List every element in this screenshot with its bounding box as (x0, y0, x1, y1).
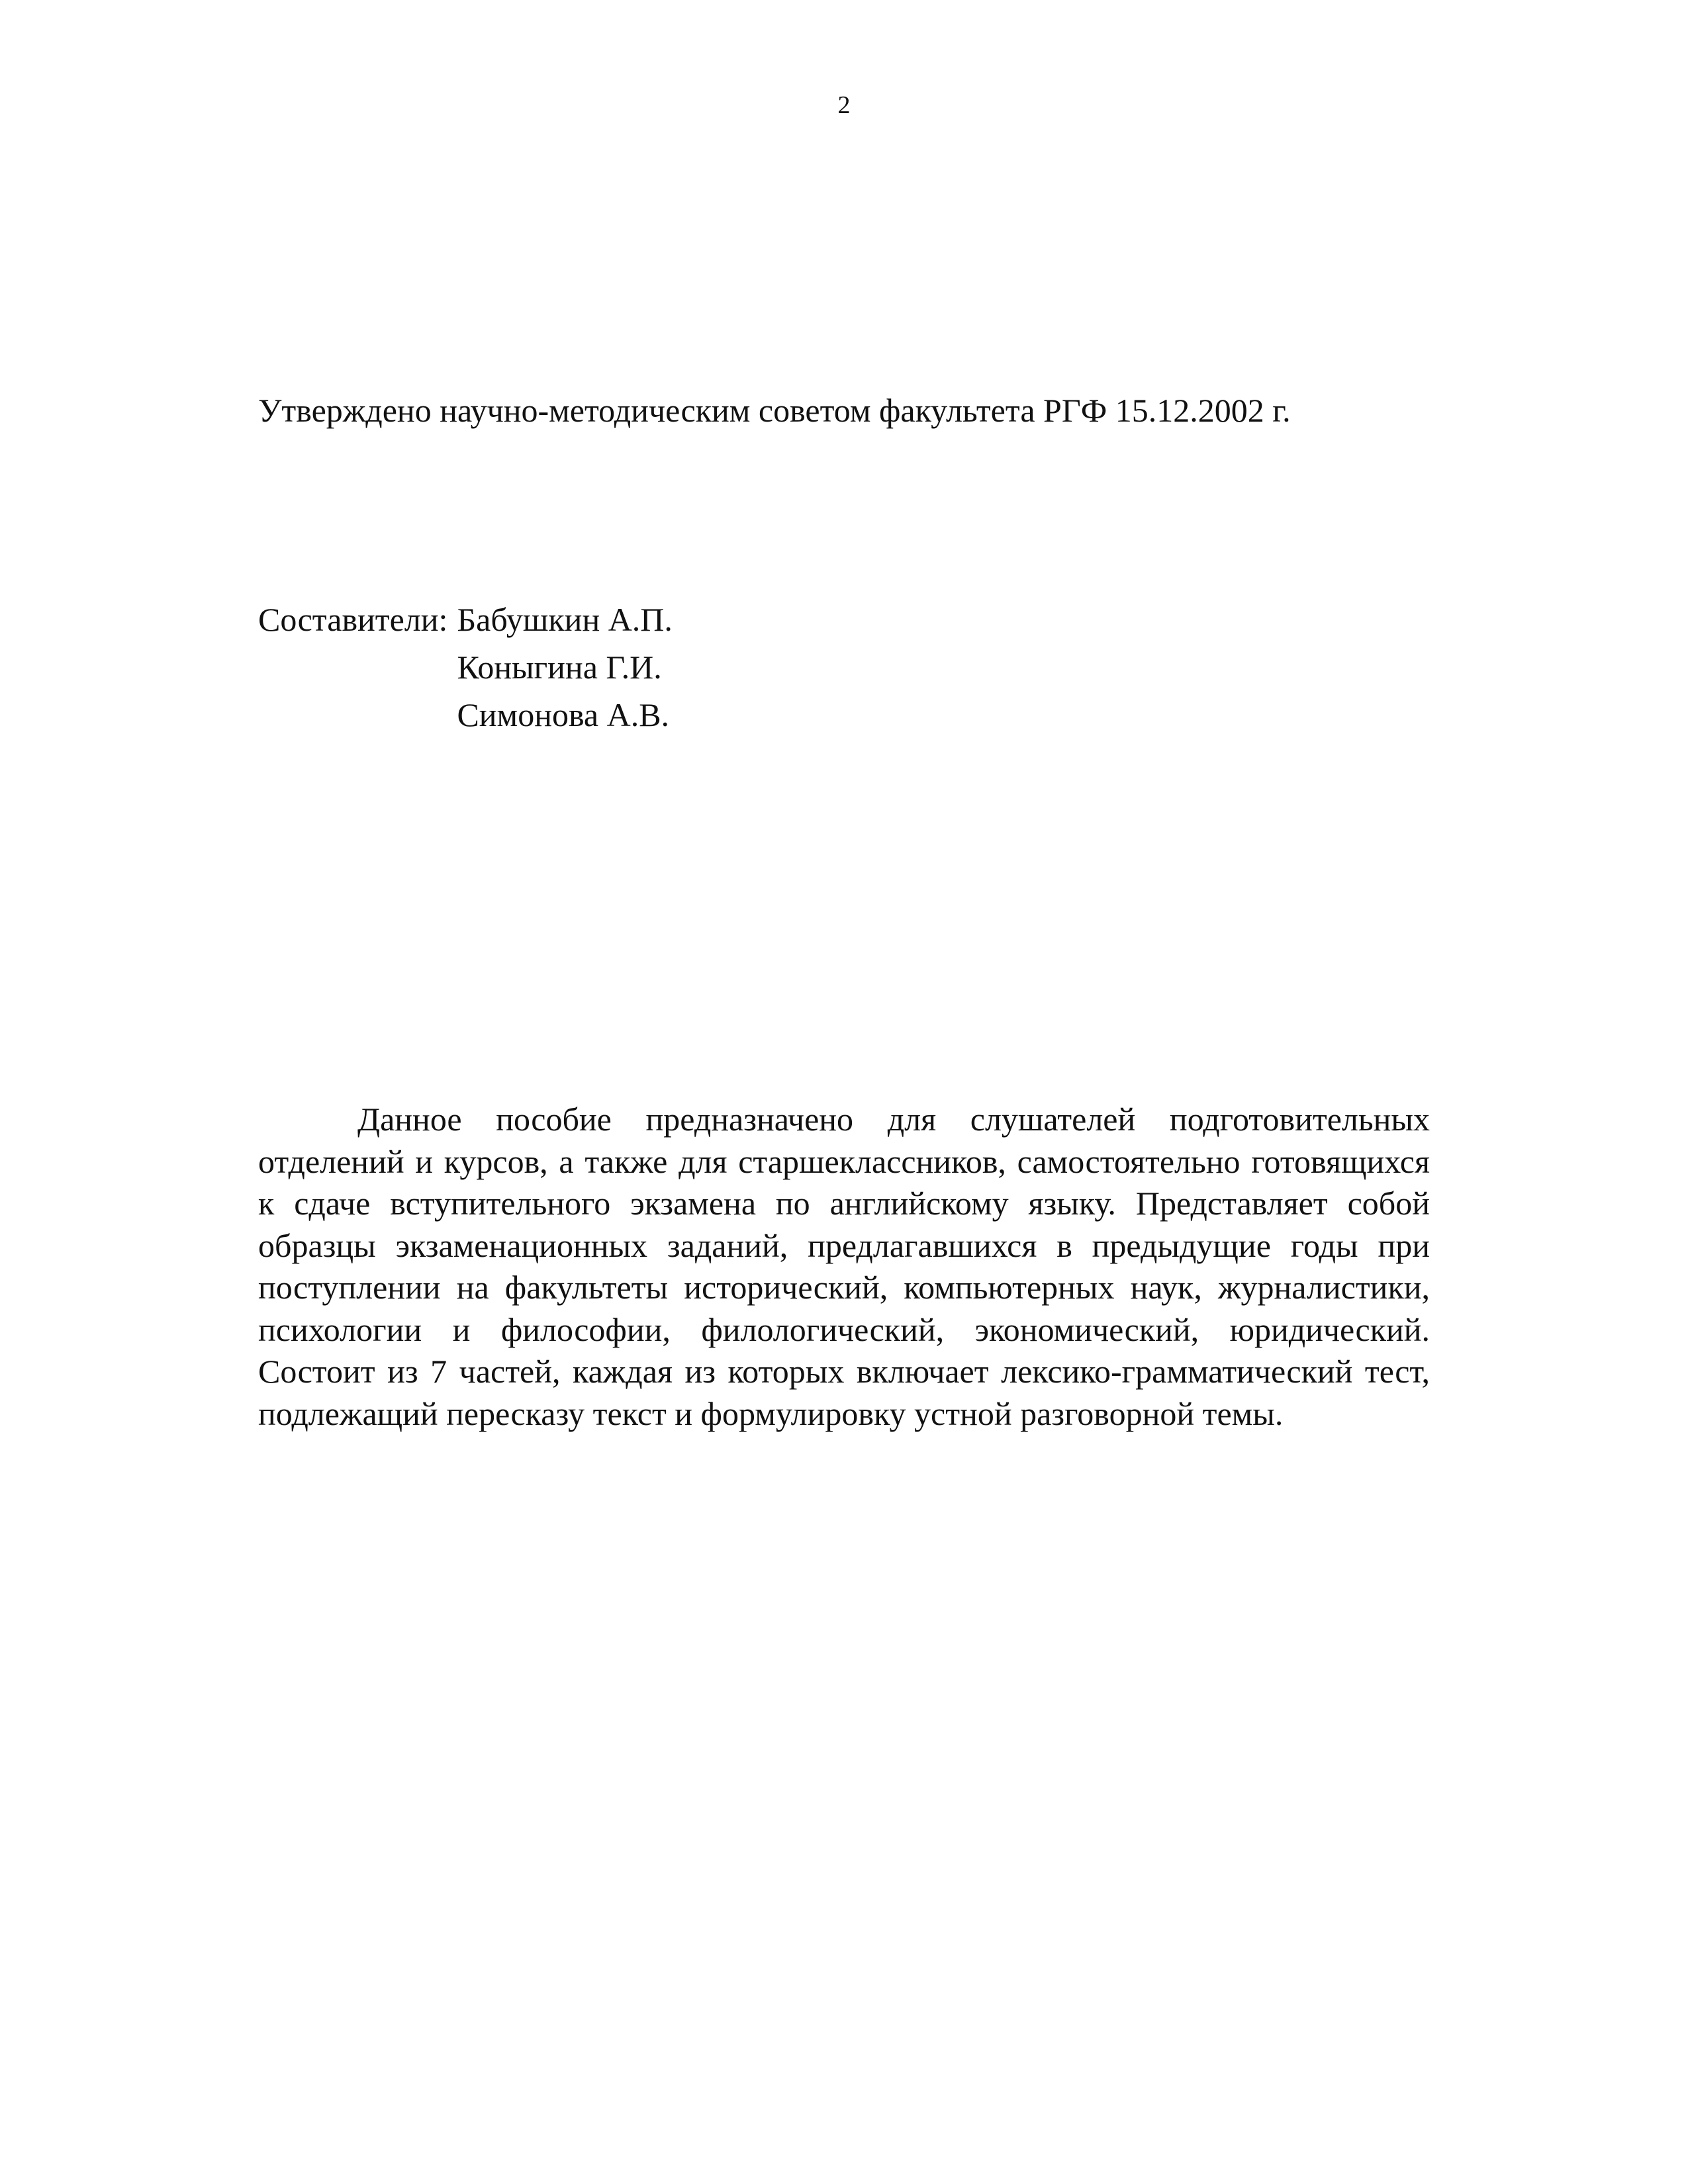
compiler-name: Симонова А.В. (457, 696, 670, 733)
compilers-list (457, 596, 672, 739)
compilers-label: Составители: (258, 601, 448, 638)
compiler-name: Коныгина Г.И. (457, 649, 662, 686)
compilers-block (258, 596, 673, 739)
compiler-name: Бабушкин А.П. (457, 601, 673, 638)
description-paragraph: Данное пособие предназначено для слушателей подготовительных отделений и курсов, а также для старшеклассников, самостоятельно готовящихся к сдаче вступительного экзамена по английскому языку. Представляет собой образцы экзаменационных заданий, предлагавшихся в предыдущие годы при поступлении на факультеты исторический, компьютерных наук, журналистики, психологии и философии, филологический, экономический, юридический. Состоит из 7 частей, каждая из которых включает лексико-грамматический тест, подлежащий пересказу текст и формулировку устной разговорной темы. (258, 1101, 1430, 1432)
approval-statement: Утверждено научно-методическим советом факультета РГФ 15.12.2002 г. (258, 392, 1291, 429)
page-number: 2 (837, 91, 851, 119)
